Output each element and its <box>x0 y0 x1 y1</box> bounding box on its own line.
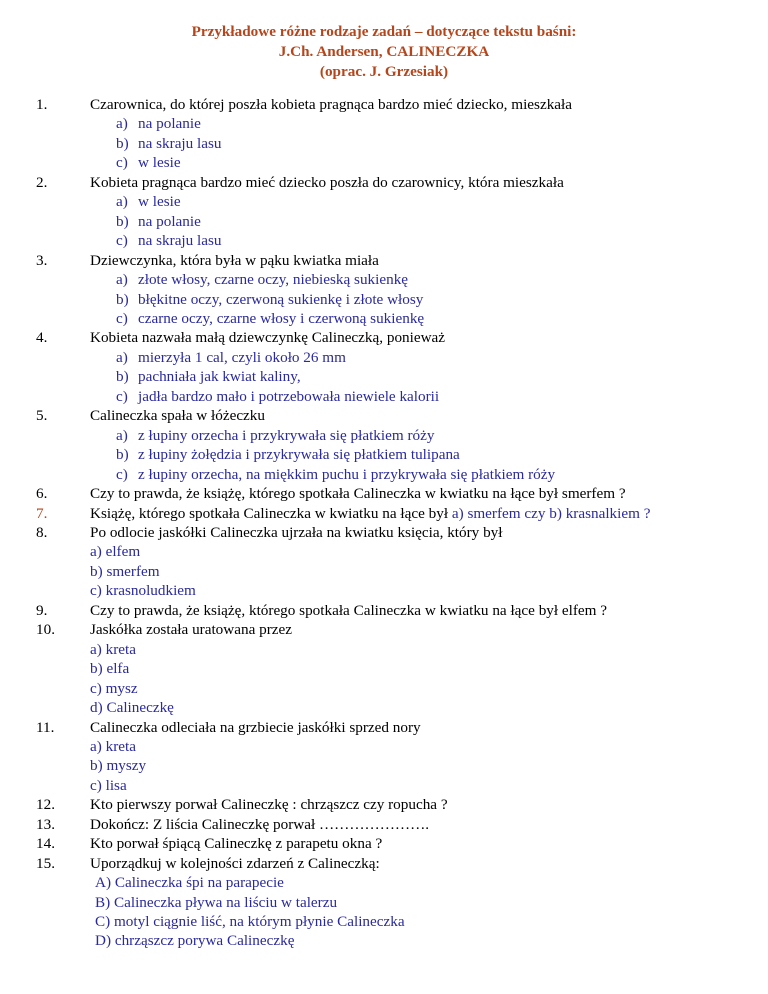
answer-option <box>36 426 764 445</box>
option-letter: b) <box>116 212 129 230</box>
answer-option <box>36 290 764 309</box>
answer-option <box>36 212 764 231</box>
answer-option <box>36 367 764 386</box>
answer-option: b) smerfem <box>90 562 160 580</box>
answer-option: D) chrząszcz porywa Calineczkę <box>95 932 295 950</box>
question-body <box>90 406 764 425</box>
answer-option <box>36 445 764 464</box>
answer-option: C) motyl ciągnie liść, na którym płynie Calineczka <box>95 913 405 931</box>
question-1 <box>36 95 764 114</box>
question-number: 14. <box>36 835 55 853</box>
question-number: 4. <box>36 329 48 347</box>
question-text: Calineczka odleciała na grzbiecie jaskółki sprzed nory <box>90 718 421 736</box>
option-text: jadła bardzo mało i potrzebowała niewiele kalorii <box>138 387 440 405</box>
option-letter: a) <box>116 271 128 289</box>
question-text: Kto pierwszy porwał Calineczkę : chrząszcz czy ropucha ? <box>90 796 448 814</box>
question-body <box>90 601 764 620</box>
title-line-2: J.Ch. Andersen, CALINECZKA <box>278 43 490 60</box>
question-number: 15. <box>36 854 55 872</box>
question-13 <box>36 815 764 834</box>
question-body <box>90 815 764 834</box>
answer-option: d) Calineczkę <box>90 699 174 717</box>
question-5 <box>36 406 764 425</box>
question-number: 7. <box>36 504 48 522</box>
question-text: Po odlocie jaskółki Calineczka ujrzała na kwiatku księcia, który był <box>90 523 503 541</box>
question-body <box>90 854 764 873</box>
option-letter: a) <box>116 348 128 366</box>
question-body <box>90 328 764 347</box>
answer-option: a) kreta <box>90 640 136 658</box>
option-text: na skraju lasu <box>138 134 222 152</box>
answer-option <box>36 114 764 133</box>
question-body <box>90 620 764 639</box>
question-body <box>90 251 764 270</box>
title-line-1: Przykładowe różne rodzaje zadań – dotyczące tekstu baśni: <box>191 23 577 40</box>
question-7 <box>36 504 764 523</box>
option-text: złote włosy, czarne oczy, niebieską sukienkę <box>138 271 409 289</box>
answer-option <box>36 387 764 406</box>
question-body <box>90 484 764 503</box>
question-4 <box>36 328 764 347</box>
question-11 <box>36 718 764 737</box>
question-text: Jaskółka została uratowana przez <box>90 621 292 639</box>
option-letter: a) <box>116 193 128 211</box>
answer-option: c) lisa <box>90 776 127 794</box>
question-body <box>90 795 764 814</box>
question-body <box>90 173 764 192</box>
question-text: Czy to prawda, że książę, którego spotkała Calineczka w kwiatku na łące był elfem ? <box>90 601 608 619</box>
question-body <box>90 504 764 523</box>
answer-option: a) elfem <box>90 543 141 561</box>
option-text: na skraju lasu <box>138 232 222 250</box>
answer-option <box>36 270 764 289</box>
question-number: 2. <box>36 173 48 191</box>
option-letter: c) <box>116 387 128 405</box>
question-number: 8. <box>36 523 48 541</box>
question-8 <box>36 523 764 542</box>
author-line: (oprac. J. Grzesiak) <box>319 63 449 80</box>
question-12 <box>36 795 764 814</box>
question-number: 10. <box>36 621 55 639</box>
answer-option: b) elfa <box>90 660 130 678</box>
option-text: z łupiny orzecha i przykrywała się płatkiem róży <box>138 426 435 444</box>
answer-option: c) krasnoludkiem <box>90 582 196 600</box>
question-3 <box>36 251 764 270</box>
question-number: 11. <box>36 718 55 736</box>
document-header <box>0 22 768 82</box>
question-15 <box>36 854 764 873</box>
answer-option <box>36 153 764 172</box>
option-text: na polanie <box>138 115 201 133</box>
option-text: na polanie <box>138 212 201 230</box>
answer-option <box>36 192 764 211</box>
question-6 <box>36 484 764 503</box>
question-body <box>90 718 764 737</box>
question-2 <box>36 173 764 192</box>
question-body <box>90 834 764 853</box>
question-14 <box>36 834 764 853</box>
question-body <box>90 523 764 542</box>
question-number: 12. <box>36 796 55 814</box>
answer-option <box>36 309 764 328</box>
question-10 <box>36 620 764 639</box>
answer-option: c) mysz <box>90 679 138 697</box>
option-letter: b) <box>116 290 129 308</box>
option-letter: a) <box>116 115 128 133</box>
answer-option: A) Calineczka śpi na parapecie <box>95 874 284 892</box>
question-number: 5. <box>36 407 48 425</box>
option-text: mierzyła 1 cal, czyli około 26 mm <box>138 348 346 366</box>
option-text: pachniała jak kwiat kaliny, <box>138 368 301 386</box>
answer-option: a) kreta <box>90 737 136 755</box>
question-text: Kobieta pragnąca bardzo mieć dziecko poszła do czarownicy, która mieszkała <box>90 173 564 191</box>
question-number: 9. <box>36 601 48 619</box>
option-text: czarne oczy, czarne włosy i czerwoną sukienkę <box>138 309 425 327</box>
option-text: w lesie <box>138 154 181 172</box>
question-text: Czy to prawda, że książę, którego spotkała Calineczka w kwiatku na łące był smerfem ? <box>90 485 626 503</box>
option-letter: c) <box>116 309 128 327</box>
answer-option <box>36 465 764 484</box>
answer-option: B) Calineczka pływa na liściu w talerzu <box>95 893 338 911</box>
question-body <box>90 95 764 114</box>
question-number: 3. <box>36 251 48 269</box>
option-text: w lesie <box>138 193 181 211</box>
question-text: Dziewczynka, która była w pąku kwiatka miała <box>90 251 379 269</box>
question-text: Uporządkuj w kolejności zdarzeń z Calineczką: <box>90 854 380 872</box>
question-text: Calineczka spała w łóżeczku <box>90 407 265 425</box>
option-text: z łupiny żołędzia i przykrywała się płatkiem tulipana <box>138 446 460 464</box>
question-text: Dokończ: Z liścia Calineczkę porwał …………………. <box>90 815 430 833</box>
question-9 <box>36 601 764 620</box>
question-text: Książę, którego spotkała Calineczka w kwiatku na łące był <box>90 504 452 522</box>
question-text: Czarownica, do której poszła kobieta pragnąca bardzo mieć dziecko, mieszkała <box>90 96 572 113</box>
question-number: 6. <box>36 485 48 503</box>
answer-option <box>36 231 764 250</box>
question-number: 1. <box>36 96 48 113</box>
option-letter: c) <box>116 154 128 172</box>
option-letter: c) <box>116 232 128 250</box>
question-text: Kto porwał śpiącą Calineczkę z parapetu okna ? <box>90 835 383 853</box>
option-letter: a) <box>116 426 128 444</box>
question-text: Kobieta nazwała małą dziewczynkę Calineczką, ponieważ <box>90 329 446 347</box>
option-text: z łupiny orzecha, na miękkim puchu i przykrywała się płatkiem róży <box>138 465 556 483</box>
answer-option: b) myszy <box>90 757 147 775</box>
answer-option <box>36 348 764 367</box>
answer-option <box>36 134 764 153</box>
question-answer-inline: a) smerfem czy b) krasnalkiem ? <box>451 504 651 522</box>
option-letter: b) <box>116 134 129 152</box>
option-letter: c) <box>116 465 128 483</box>
option-letter: b) <box>116 446 129 464</box>
question-list <box>36 95 764 951</box>
question-number: 13. <box>36 815 55 833</box>
option-text: błękitne oczy, czerwoną sukienkę i złote włosy <box>138 290 424 308</box>
option-letter: b) <box>116 368 129 386</box>
